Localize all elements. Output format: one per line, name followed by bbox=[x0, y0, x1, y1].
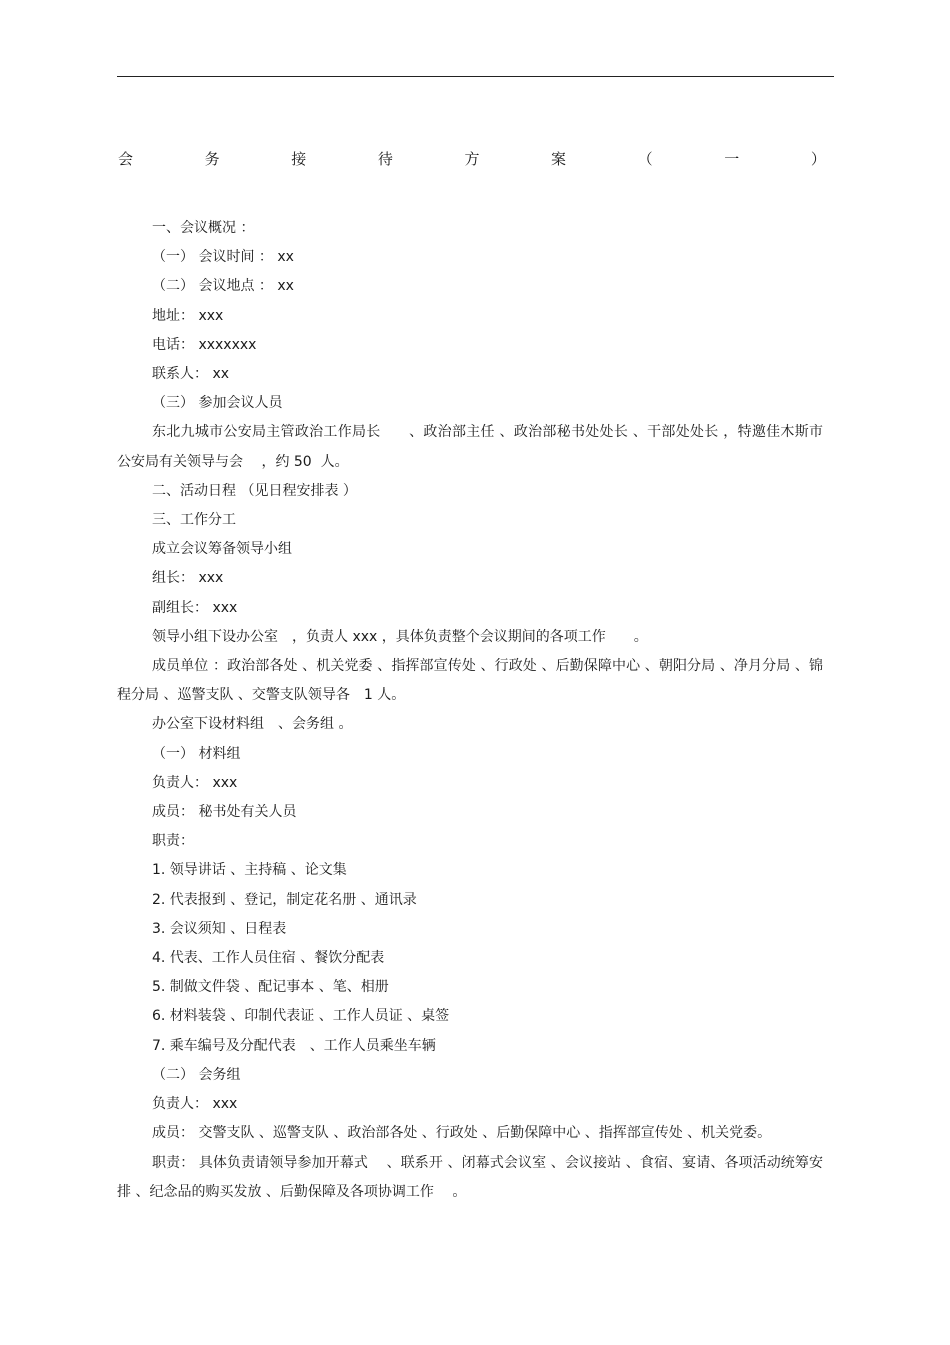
duties-paragraph: 职责： 具体负责请领导参加开幕式 、联系开 、闭幕式会议室 、会议接站 、食宿、宴请、各项活动统筹安排 、纪念品的购买发放 、后勤保障及各项协调工作 。 bbox=[117, 1154, 823, 1200]
person-in-charge: 负责人： xxx bbox=[152, 774, 238, 791]
document-title bbox=[118, 148, 826, 170]
header-rule bbox=[117, 76, 834, 77]
list-item: 2. 代表报到 、登记，制定花名册 、通讯录 bbox=[152, 891, 417, 908]
list-item: 1. 领导讲话 、主持稿 、论文集 bbox=[152, 862, 347, 879]
title-char: 案 bbox=[551, 150, 567, 168]
title-char: 接 bbox=[291, 150, 307, 168]
duties-label: 职责： bbox=[152, 833, 194, 850]
meeting-place: （二） 会议地点 ： xx bbox=[152, 278, 294, 295]
subsection-heading: （一） 材料组 bbox=[152, 745, 241, 762]
members: 成员： 秘书处有关人员 bbox=[152, 804, 297, 821]
subsection-heading: （三） 参加会议人员 bbox=[152, 395, 283, 412]
paragraph: 成立会议筹备领导小组 bbox=[152, 541, 292, 558]
person-in-charge: 负责人： xxx bbox=[152, 1096, 238, 1113]
list-item: 4. 代表、工作人员住宿 、餐饮分配表 bbox=[152, 950, 385, 967]
section-heading: 一、会议概况 ： bbox=[152, 220, 255, 236]
attendees-paragraph: 东北九城市公安局主管政治工作局长 、政治部主任 、政治部秘书处处长 、干部处处长 ，特邀佳木斯市公安局有关领导与会 ，约 50 人。 bbox=[117, 424, 823, 470]
title-char: 会 bbox=[118, 150, 134, 168]
document-body bbox=[117, 214, 823, 1207]
list-item: 5. 制做文件袋 、配记事本 、笔、相册 bbox=[152, 979, 389, 996]
title-char: 务 bbox=[204, 150, 220, 168]
list-item: 3. 会议须知 、日程表 bbox=[152, 920, 287, 937]
address: 地址： xxx bbox=[152, 307, 224, 324]
section-heading: 三、工作分工 bbox=[152, 512, 236, 529]
member-units-paragraph: 成员单位 ：政治部各处 、机关党委 、指挥部宣传处 、行政处 、后勤保障中心 、朝阳分局 、净月分局 、锦程分局 、巡警支队 、交警支队领导各 1 人。 bbox=[117, 658, 823, 704]
title-char: 方 bbox=[464, 150, 480, 168]
members-paragraph: 成员： 交警支队 、巡警支队 、政治部各处 、行政处 、后勤保障中心 、指挥部宣传处 、机关党委。 bbox=[152, 1125, 772, 1142]
contact-person: 联系人： xx bbox=[152, 366, 230, 383]
title-char: 待 bbox=[377, 150, 393, 168]
title-char: （ bbox=[637, 150, 653, 168]
title-char: ） bbox=[810, 150, 826, 168]
list-item: 7. 乘车编号及分配代表 、工作人员乘坐车辆 bbox=[152, 1037, 436, 1054]
title-char: 一 bbox=[724, 150, 740, 168]
group-leader: 组长： xxx bbox=[152, 570, 224, 587]
subsection-heading: （二） 会务组 bbox=[152, 1066, 241, 1083]
list-item: 6. 材料装袋 、印制代表证 、工作人员证 、桌签 bbox=[152, 1008, 450, 1025]
deputy-leader: 副组长： xxx bbox=[152, 599, 238, 616]
paragraph: 办公室下设材料组 、会务组 。 bbox=[152, 716, 353, 733]
paragraph: 领导小组下设办公室 ，负责人 xxx ，具体负责整个会议期间的各项工作 。 bbox=[152, 628, 648, 645]
phone: 电话： xxxxxxx bbox=[152, 336, 257, 353]
meeting-time: （一） 会议时间 ： xx bbox=[152, 249, 294, 266]
section-heading: 二、活动日程 （见日程安排表 ） bbox=[152, 482, 357, 499]
